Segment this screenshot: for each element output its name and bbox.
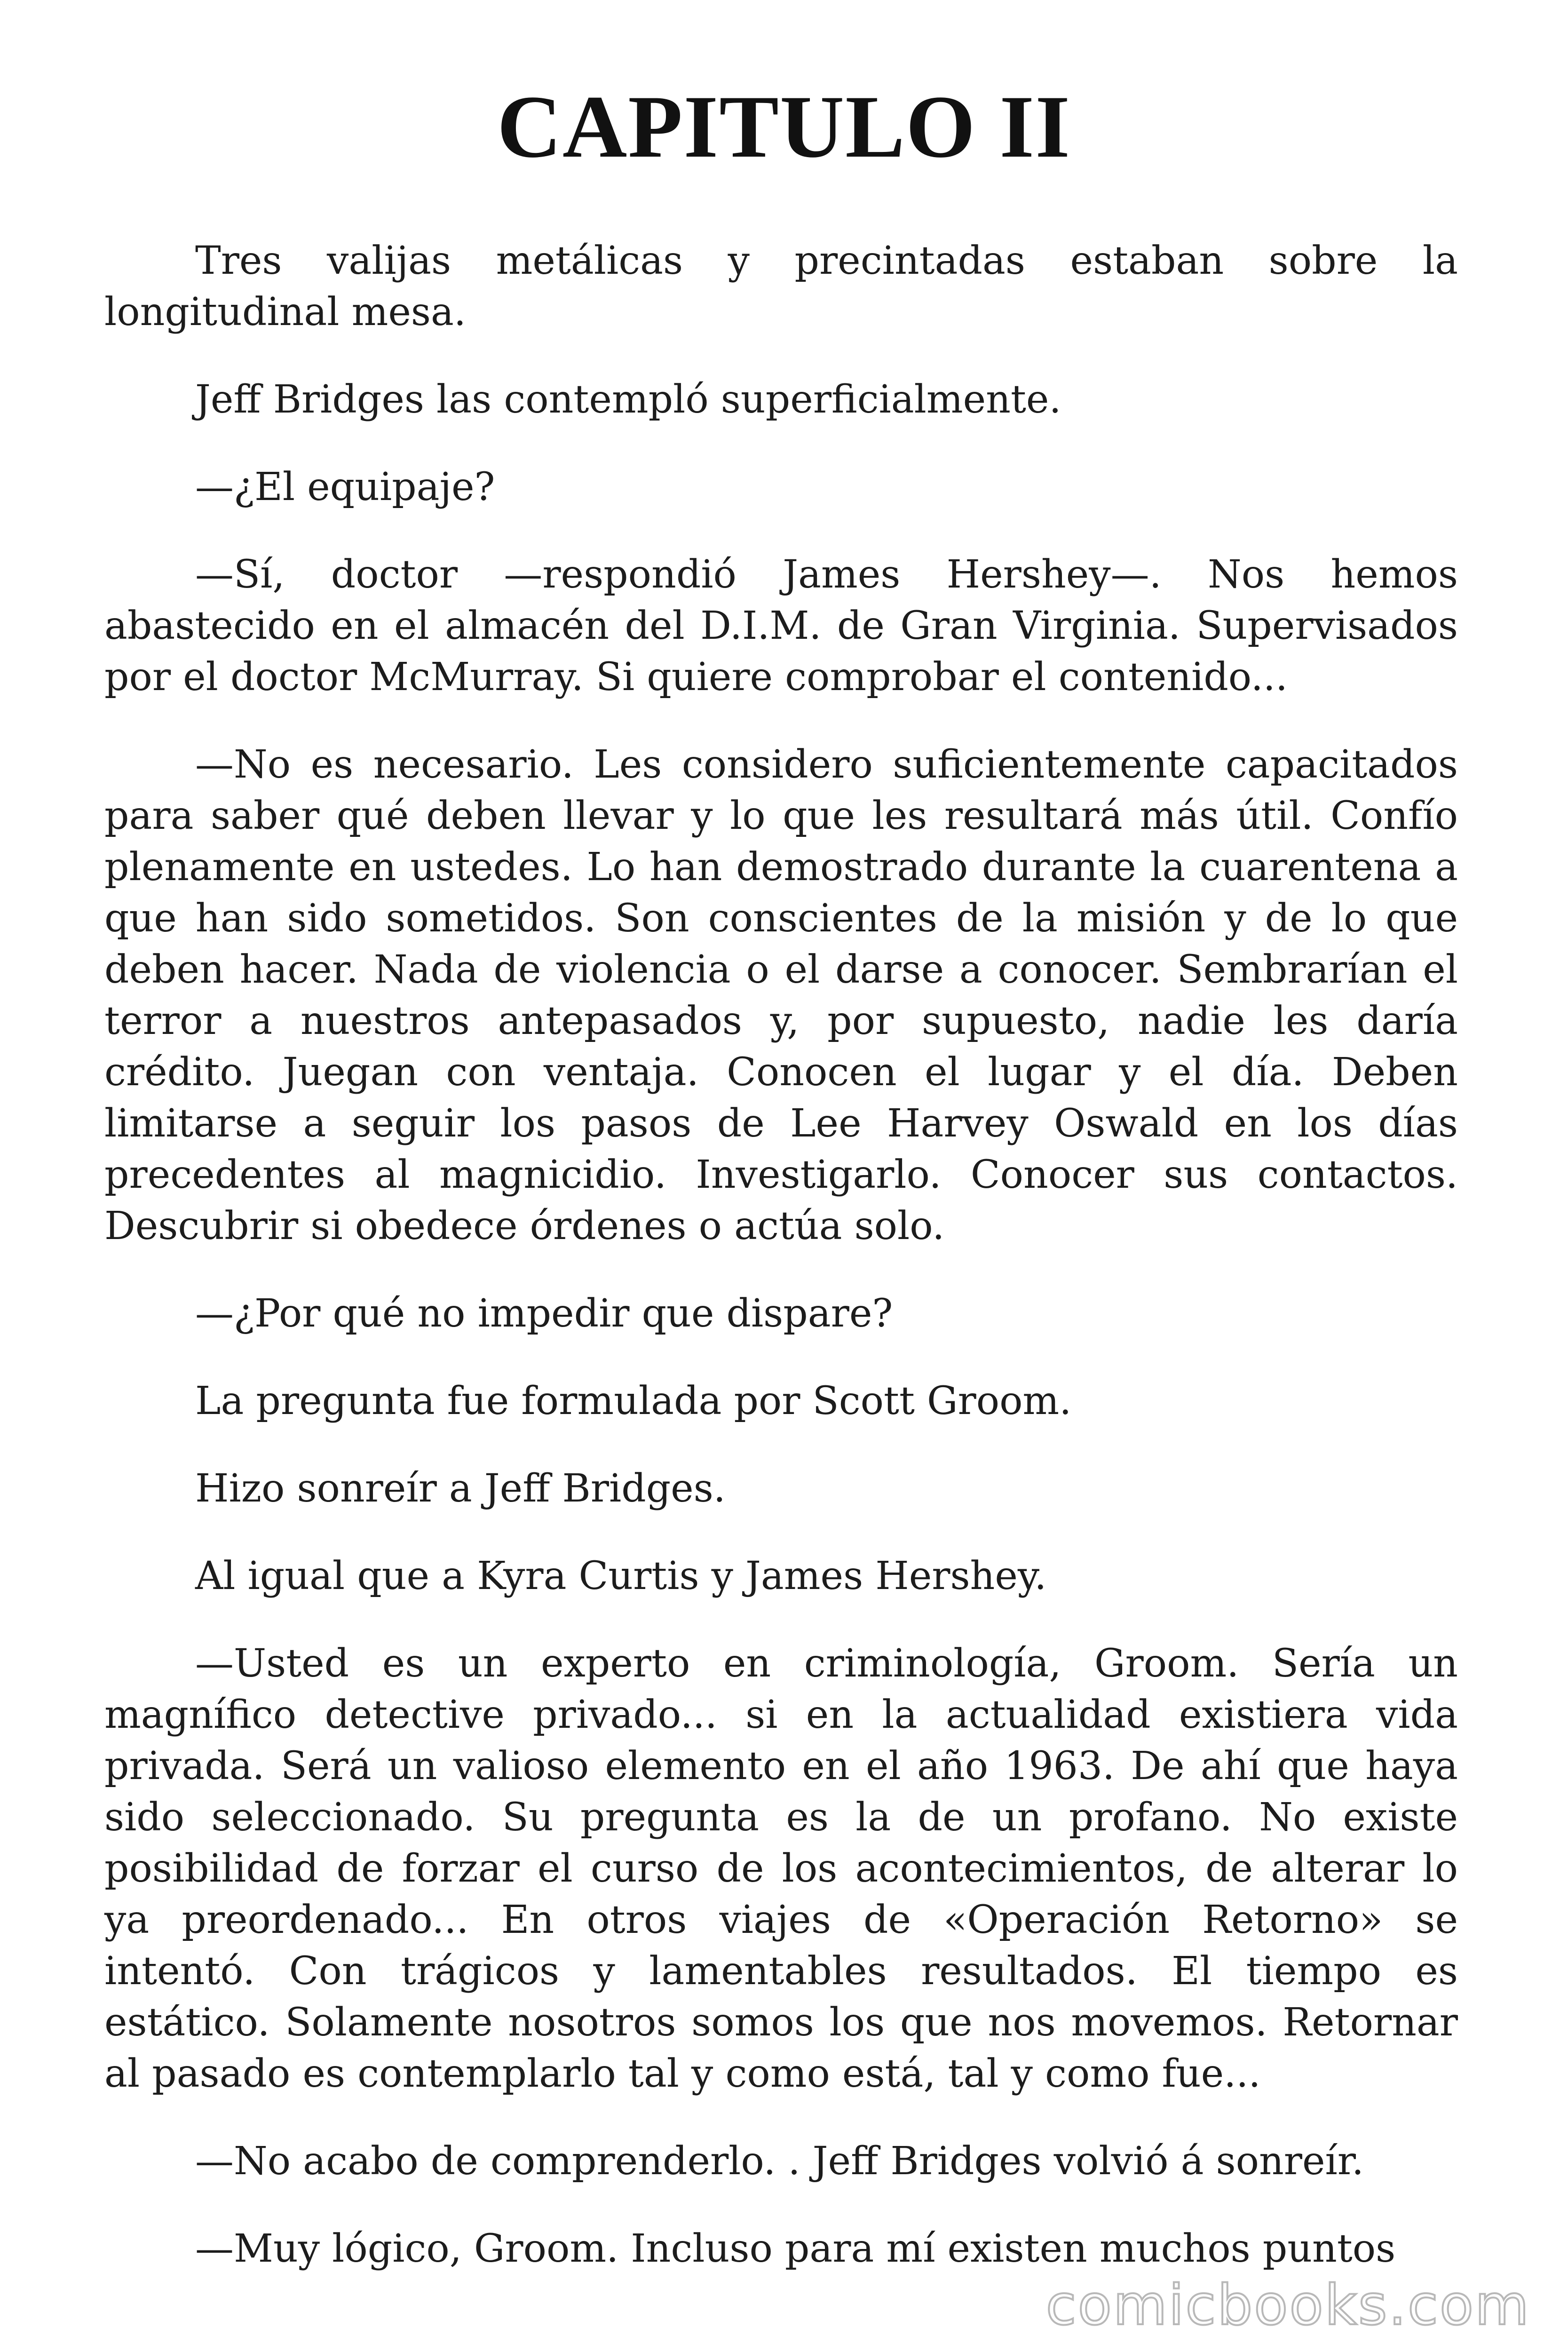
paragraph: —¿Por qué no impedir que dispare? [195, 1291, 893, 1336]
paragraph: —¿El equipaje? [195, 465, 495, 509]
chapter-text [104, 235, 1458, 2274]
paragraph: —No es necesario. Les considero suficientemente capacitados para saber qué deben llevar y lo que les resultará más útil. Confío plenamente en ustedes. Lo han demostrado durante la cuarentena a que han sido sometidos. Son conscientes de la misión y de lo que deben hacer. Nada de violencia o el darse a conocer. Sembrarían el terror a nuestros antepasados y, por supuesto, nadie les daría crédito. Juegan con ventaja. Conocen el lugar y el día. Deben limitarse a seguir los pasos de Lee Harvey Oswald en los días precedentes al magnicidio. Investigarlo. Conocer sus contactos. Descubrir si obedece órdenes o actúa solo. [104, 742, 1458, 1248]
paragraph: —Sí, doctor —respondió James Hershey—. Nos hemos abastecido en el almacén del D.I.M. de Gran Virginia. Supervisados por el doctor McMurray. Si quiere comprobar el contenido... [104, 552, 1458, 699]
paragraph: —No acabo de comprenderlo. . Jeff Bridges volvió á sonreír. [195, 2139, 1364, 2184]
site-watermark: comicbooks.com [1045, 2273, 1530, 2337]
paragraph: —Usted es un experto en criminología, Groom. Sería un magnífico detective privado... si en la actualidad existiera vida privada. Será un valioso elemento en el año 1963. De ahí que haya sido seleccionado. Su pregunta es la de un profano. No existe posibilidad de forzar el curso de los acontecimientos, de alterar lo ya preordenado... En otros viajes de «Operación Retorno» se intentó. Con trágicos y lamentables resultados. El tiempo es estático. Solamente nosotros somos los que nos movemos. Retornar al pasado es contemplarlo tal y como está, tal y como fue... [104, 1641, 1458, 2096]
paragraph: Tres valijas metálicas y precintadas estaban sobre la longitudinal mesa. [104, 238, 1458, 334]
paragraph: —Muy lógico, Groom. Incluso para mí existen muchos puntos [195, 2226, 1396, 2271]
chapter-title: CAPITULO II [497, 78, 1071, 176]
paragraph: Hizo sonreír a Jeff Bridges. [195, 1466, 726, 1511]
paragraph: Jeff Bridges las contempló superficialmente. [195, 377, 1061, 422]
paragraph: Al igual que a Kyra Curtis y James Hershey. [195, 1554, 1047, 1598]
paragraph: La pregunta fue formulada por Scott Groom. [195, 1379, 1072, 1423]
